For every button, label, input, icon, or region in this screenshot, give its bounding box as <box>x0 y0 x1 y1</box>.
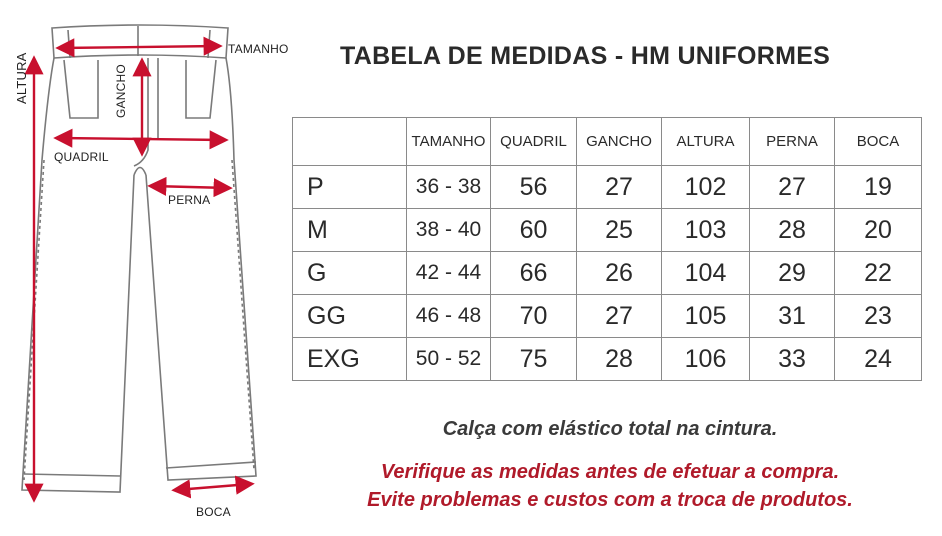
elastic-note: Calça com elástico total na cintura. <box>442 418 778 440</box>
cell-altura: 105 <box>662 295 750 338</box>
cell-tamanho: 36 - 38 <box>407 166 491 209</box>
cell-perna: 28 <box>750 209 835 252</box>
cell-size: GG <box>293 295 407 338</box>
header-quadril: QUADRIL <box>491 118 577 166</box>
table-row <box>293 166 922 209</box>
cell-perna: 27 <box>750 166 835 209</box>
cell-boca: 19 <box>835 166 922 209</box>
cell-gancho: 25 <box>577 209 662 252</box>
cell-quadril: 75 <box>491 338 577 381</box>
pants-illustration <box>0 0 300 536</box>
cell-altura: 103 <box>662 209 750 252</box>
cell-gancho: 27 <box>577 166 662 209</box>
pants-outline <box>22 25 256 492</box>
cell-size: G <box>293 252 407 295</box>
cell-perna: 33 <box>750 338 835 381</box>
cell-gancho: 28 <box>577 338 662 381</box>
cell-size: EXG <box>293 338 407 381</box>
cell-altura: 102 <box>662 166 750 209</box>
header-size <box>293 118 407 166</box>
cell-quadril: 66 <box>491 252 577 295</box>
cell-size: P <box>293 166 407 209</box>
cell-quadril: 70 <box>491 295 577 338</box>
measurement-arrows <box>34 46 250 498</box>
header-boca: BOCA <box>835 118 922 166</box>
cell-altura: 106 <box>662 338 750 381</box>
tamanho-label: TAMANHO <box>228 42 289 56</box>
cell-tamanho: 42 - 44 <box>407 252 491 295</box>
cell-perna: 29 <box>750 252 835 295</box>
table-row <box>293 209 922 252</box>
altura-label: ALTURA <box>14 52 29 104</box>
cell-quadril: 60 <box>491 209 577 252</box>
table-row <box>293 295 922 338</box>
table-row <box>293 252 922 295</box>
cell-boca: 24 <box>835 338 922 381</box>
header-perna: PERNA <box>750 118 835 166</box>
header-gancho: GANCHO <box>577 118 662 166</box>
quadril-label: QUADRIL <box>54 150 109 164</box>
warning-line-2: Evite problemas e custos com a troca de produtos. <box>367 489 853 511</box>
table-row <box>293 338 922 381</box>
size-table <box>292 117 922 381</box>
boca-arrow <box>176 484 250 490</box>
cell-gancho: 27 <box>577 295 662 338</box>
cell-tamanho: 50 - 52 <box>407 338 491 381</box>
cell-boca: 22 <box>835 252 922 295</box>
cell-perna: 31 <box>750 295 835 338</box>
boca-label: BOCA <box>196 505 231 519</box>
cell-quadril: 56 <box>491 166 577 209</box>
cell-tamanho: 38 - 40 <box>407 209 491 252</box>
cell-size: M <box>293 209 407 252</box>
table-header-row <box>293 118 922 166</box>
cell-boca: 20 <box>835 209 922 252</box>
quadril-arrow <box>58 138 224 140</box>
page-title: TABELA DE MEDIDAS - HM UNIFORMES <box>340 42 831 70</box>
header-altura: ALTURA <box>662 118 750 166</box>
warning-line-1: Verifique as medidas antes de efetuar a compra. <box>380 461 840 483</box>
cell-gancho: 26 <box>577 252 662 295</box>
perna-arrow <box>152 186 228 188</box>
perna-label: PERNA <box>168 193 211 207</box>
cell-tamanho: 46 - 48 <box>407 295 491 338</box>
cell-boca: 23 <box>835 295 922 338</box>
header-tamanho: TAMANHO <box>407 118 491 166</box>
tamanho-arrow <box>60 46 218 48</box>
pants-diagram <box>0 0 300 536</box>
cell-altura: 104 <box>662 252 750 295</box>
gancho-label: GANCHO <box>114 64 128 118</box>
